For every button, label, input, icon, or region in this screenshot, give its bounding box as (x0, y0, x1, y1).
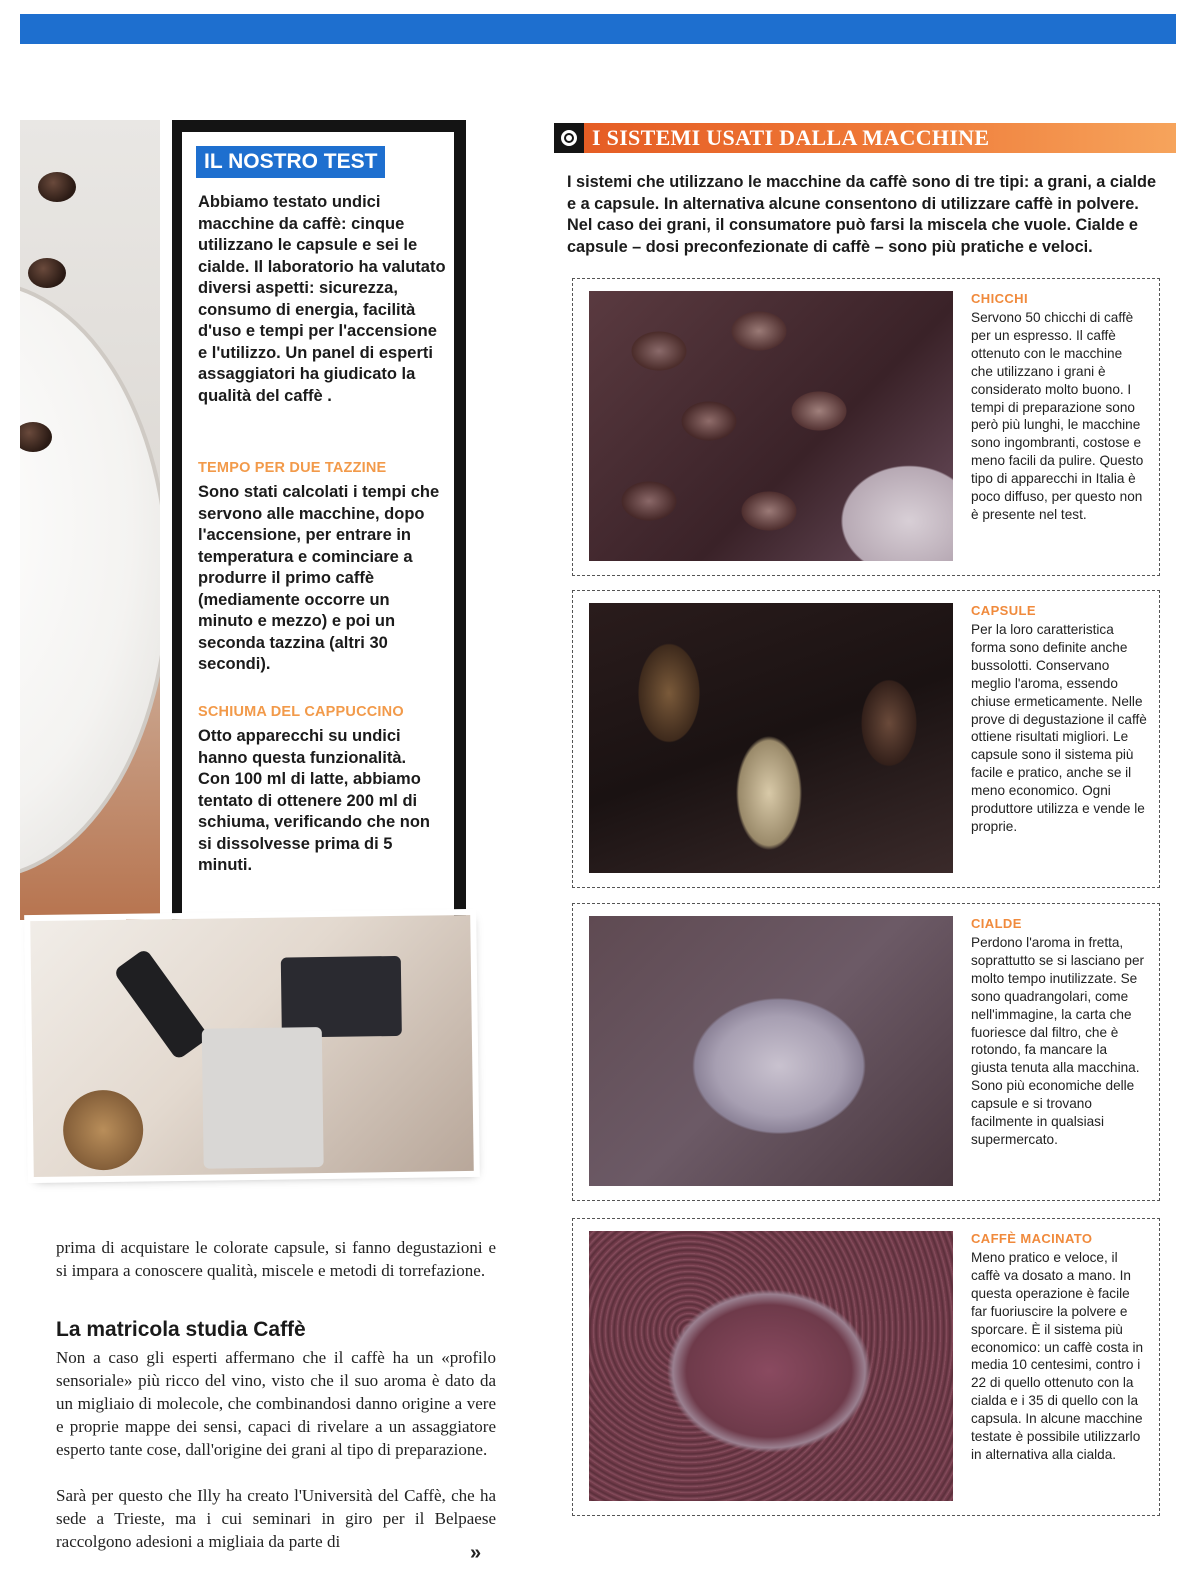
machine-test-photo (30, 915, 474, 1177)
systems-title: I SISTEMI USATI DALLA MACCHINE (592, 125, 990, 150)
continue-arrow-icon: » (470, 1542, 482, 1564)
card-label: CIALDE (971, 916, 1022, 931)
coffee-beans-photo (589, 291, 953, 561)
article-paragraph: Sarà per questo che Illy ha creato l'Università del Caffè, che ha sede a Trieste, ma i cui seminari in giro per il Belpaese raccolgono adesioni a migliaia da parte di (56, 1486, 496, 1551)
time-text: Sono stati calcolati i tempi che servono alle macchine, dopo l'accensione, per entrare in temperatura e cominciare a produrre il primo caffè (mediamente occorre un minuto e mezzo) e poi un seconda tazzina (altri 30 secondi). (198, 483, 440, 673)
foam-text: Otto apparecchi su undici hanno questa funzionalità. Con 100 ml di latte, abbiamo tentato di ottenere 200 ml di schiuma, verificando che non si dissolvesse prima di 5 minuti. (198, 727, 430, 874)
foam-heading: SCHIUMA DEL CAPPUCCINO (198, 704, 404, 720)
card-text: Perdono l'aroma in fretta, soprattutto se si lasciano per molto tempo inutilizzate. Se sono quadrangolari, come nell'immagine, la carta che fuoriesce dal filtro, che è rotondo, fa mancare la giusta tenuta alla macchina. Sono più economiche delle capsule e si trovano facilmente in qualsiasi supermercato. (971, 935, 1145, 1147)
coffee-pods-photo (589, 916, 953, 1186)
coffee-bean (38, 172, 76, 202)
cup-rim (20, 280, 160, 880)
article-section-heading: La matricola studia Caffè (56, 1318, 306, 1341)
machine-handle (113, 948, 210, 1061)
coffee-bean (28, 258, 66, 288)
test-box-intro: Abbiamo testato undici macchine da caffè: cinque utilizzano le capsule e sei le cialde. Il laboratorio ha valutato diversi aspetti: sicurezza, consumo di energia, facilità d'uso e tempi per l'accensione e l'utilizzo. Un panel di esperti assaggiatori ha giudicato la qualità del caffè . (198, 193, 446, 405)
systems-intro: I sistemi che utilizzano le macchine da caffè sono di tre tipi: a grani, a cialde e a capsule. In alternativa alcune consentono di utilizzare caffè in polvere. Nel caso dei grani, il consumatore può farsi la miscela che vuole. Cialde e capsule – dosi preconfezionate di caffè – sono più pratiche e veloci. (567, 173, 1157, 256)
system-card-beans (572, 278, 1160, 576)
test-box-title: IL NOSTRO TEST (196, 146, 385, 178)
machine-top (281, 956, 402, 1038)
system-card-capsules (572, 590, 1160, 888)
article-paragraph: Non a caso gli esperti affermano che il caffè ha un «profilo sensoriale» più ricco del vino, visto che il suo aroma è dato da un migliaio di molecole, che combinandosi danno origine a vere e proprie mappe dei sensi, capaci di rivelare a un assaggiatore esperto tante cose, dall'origine dei grani al tipo di preparazione. (56, 1348, 496, 1459)
card-label: CHICCHI (971, 291, 1028, 306)
time-heading: TEMPO PER DUE TAZZINE (198, 460, 387, 476)
card-label: CAFFÈ MACINATO (971, 1231, 1093, 1246)
ground-coffee-photo (589, 1231, 953, 1501)
machine-body (202, 1027, 324, 1169)
system-card-pods (572, 903, 1160, 1201)
card-text: Servono 50 chicchi di caffè per un espresso. Il caffè ottenuto con le macchine che utilizzano i grani è considerato molto buono. I tempi di preparazione sono però più lunghi, le macchine sono ingombranti, costose e meno facili da pulire. Questo tipo di apparecchi in Italia è poco diffuso, per questo non è presente nel test. (971, 310, 1144, 522)
card-text: Per la loro caratteristica forma sono definite anche bussolotti. Conservano meglio l'aroma, essendo chiuse ermeticamente. Nelle prove di degustazione il caffè ottiene risultati migliori. Le capsule sono il sistema più facile e pratico, anche se il meno economico. Ogni produttore utilizza e vende le proprie. (971, 622, 1147, 834)
coffee-cup-photo (20, 120, 160, 920)
top-color-bar (20, 14, 1176, 44)
card-text: Meno pratico e veloce, il caffè va dosato a mano. In questa operazione è facile far fuoriuscire la polvere e sporcare. È il sistema più economico: un caffè costa in media 10 centesimi, contro i 22 di quello ottenuto con la cialda e i 35 di quello con la capsula. In alcune macchine testate è possibile utilizzarlo in alternativa alla cialda. (971, 1250, 1144, 1462)
card-label: CAPSULE (971, 603, 1036, 618)
target-icon (554, 123, 584, 153)
capsule-bowl (63, 1090, 144, 1171)
article-paragraph: prima di acquistare le colorate capsule, si fanno degustazioni e si impara a conoscere qualità, miscele e metodi di torrefazione. (56, 1238, 496, 1280)
capsules-photo (589, 603, 953, 873)
system-card-ground (572, 1218, 1160, 1516)
